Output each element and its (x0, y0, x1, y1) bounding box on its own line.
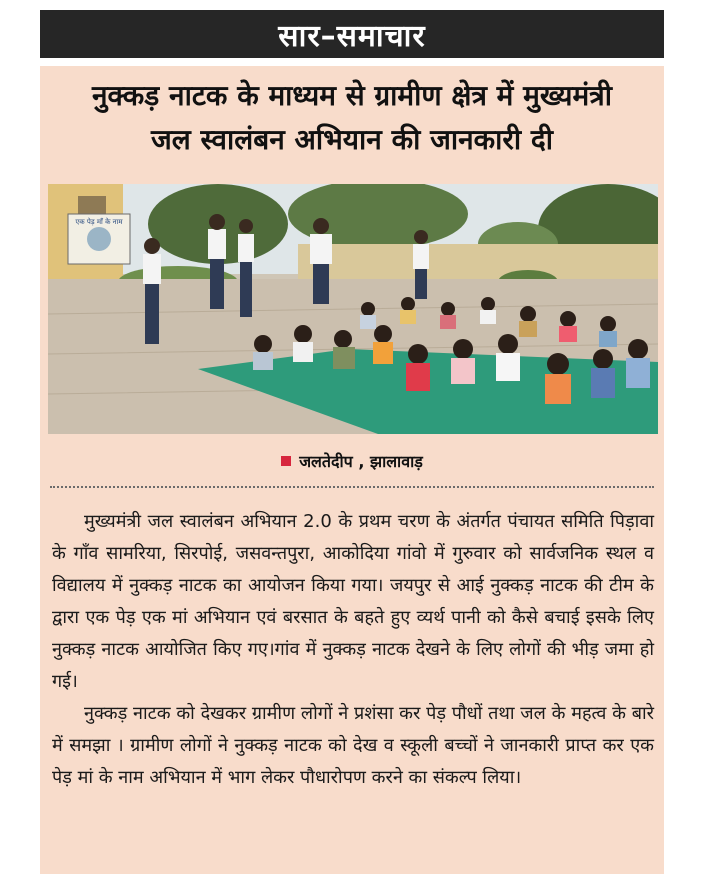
paragraph-2: नुक्कड़ नाटक को देखकर ग्रामीण लोगों ने प्रशंसा कर पेड़ पौधों तथा जल के महत्व के बारे में समझा । ग्रामीण लोगों ने नुक्कड़ नाटक को देख व स्कूली बच्चों ने जानकारी प्राप्त कर एक पेड़ मां के नाम अभियान में भाग लेकर पौधारोपण करने का संकल्प लिया। (52, 703, 654, 788)
news-photo (48, 184, 658, 434)
dateline (40, 450, 664, 472)
dateline-marker-icon (281, 456, 291, 466)
news-card (40, 66, 664, 874)
section-title: सार–समाचार (278, 18, 426, 54)
divider (50, 486, 654, 488)
headline (40, 74, 664, 162)
headline-line-2: जल स्वालंबन अभियान की जानकारी दी (151, 123, 553, 156)
street-play-photo (48, 184, 658, 434)
paragraph-1: मुख्यमंत्री जल स्वालंबन अभियान 2.0 के प्रथम चरण के अंतर्गत पंचायत समिति पिड़ावा के गाँव सामरिया, सिरपोई, जसवन्तपुरा, आकोदिया गांवो में गुरुवार को सार्वजनिक स्थल व विद्यालय में नुक्कड़ नाटक का आयोजन किया गया। जयपुर से आई नुक्कड़ नाटक की टीम के द्वारा एक पेड़ एक मां अभियान एवं बरसात के बहते हुए व्यर्थ पानी को कैसे बचाई इसके लिए नुक्कड़ नाटक आयोजित किए गए।गांव में नुक्कड़ नाटक देखने के लिए लोगों की भीड़ जमा हो गई। (52, 511, 654, 692)
headline-line-1: नुक्कड़ नाटक के माध्यम से ग्रामीण क्षेत्र में मुख्यमंत्री (92, 79, 612, 112)
article-body (52, 506, 654, 794)
poster-text: एक पेड़ माँ के नाम (75, 218, 123, 226)
dateline-text: जलतेदीप , झालावाड़ (299, 452, 423, 471)
section-banner (40, 10, 664, 58)
